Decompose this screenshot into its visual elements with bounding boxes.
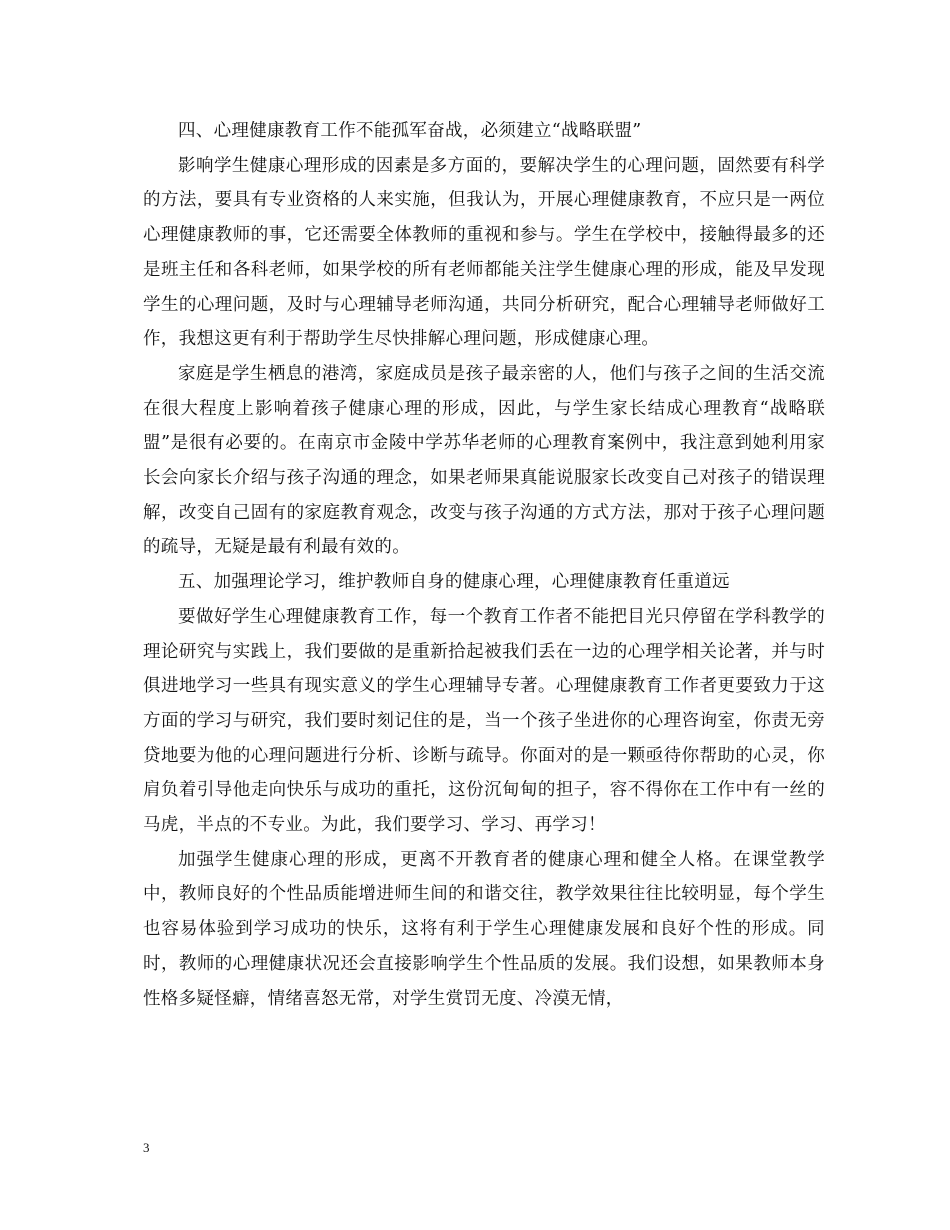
paragraph: 要做好学生心理健康教育工作，每一个教育工作者不能把目光只停留在学科教学的理论研究与实践上，我们要做的是重新拾起被我们丢在一边的心理学相关论著，并与时俱进地学习一些具有现实意义的学生心理辅导专著。心理健康教育工作者更要致力于这方面的学习与研究，我们要时刻记住的是，当一个孩子坐进你的心理咨询室，你责无旁贷地要为他的心理问题进行分析、诊断与疏导。你面对的是一颗亟待你帮助的心灵，你肩负着引导他走向快乐与成功的重托，这份沉甸甸的担子，容不得你在工作中有一丝的马虎，半点的不专业。为此，我们要学习、学习、再学习！ [143,606,825,836]
page-number: 3 [143,1140,150,1155]
document-body [143,114,825,1016]
section-heading-4: 四、心理健康教育工作不能孤军奋战，必须建立“战略联盟” [178,121,642,141]
paragraph: 加强学生健康心理的形成，更离不开教育者的健康心理和健全人格。在课堂教学中，教师良好的个性品质能增进师生间的和谐交往，教学效果往往比较明显，每个学生也容易体验到学习成功的快乐，这将有利于学生心理健康发展和良好个性的形成。同时，教师的心理健康状况还会直接影响学生个性品质的发展。我们设想，如果教师本身性格多疑怪癖，情绪喜怒无常，对学生赏罚无度、冷漠无情， [143,849,825,1009]
paragraph: 家庭是学生栖息的港湾，家庭成员是孩子最亲密的人，他们与孩子之间的生活交流在很大程度上影响着孩子健康心理的形成，因此，与学生家长结成心理教育“战略联盟”是很有必要的。在南京市金陵中学苏华老师的心理教育案例中，我注意到她利用家长会向家长介绍与孩子沟通的理念，如果老师果真能说服家长改变自己对孩子的错误理解，改变自己固有的家庭教育观念，改变与孩子沟通的方式方法，那对于孩子心理问题的疏导，无疑是最有利最有效的。 [143,363,825,558]
section-heading-5: 五、加强理论学习，维护教师自身的健康心理，心理健康教育任重道远 [178,572,730,593]
paragraph: 影响学生健康心理形成的因素是多方面的，要解决学生的心理问题，固然要有科学的方法，要具有专业资格的人来实施，但我认为，开展心理健康教育，不应只是一两位心理健康教师的事，它还需要全体教师的重视和参与。学生在学校中，接触得最多的还是班主任和各科老师，如果学校的所有老师都能关注学生健康心理的形成，能及早发现学生的心理问题，及时与心理辅导老师沟通，共同分析研究，配合心理辅导老师做好工作，我想这更有利于帮助学生尽快排解心理问题，形成健康心理。 [143,155,825,350]
